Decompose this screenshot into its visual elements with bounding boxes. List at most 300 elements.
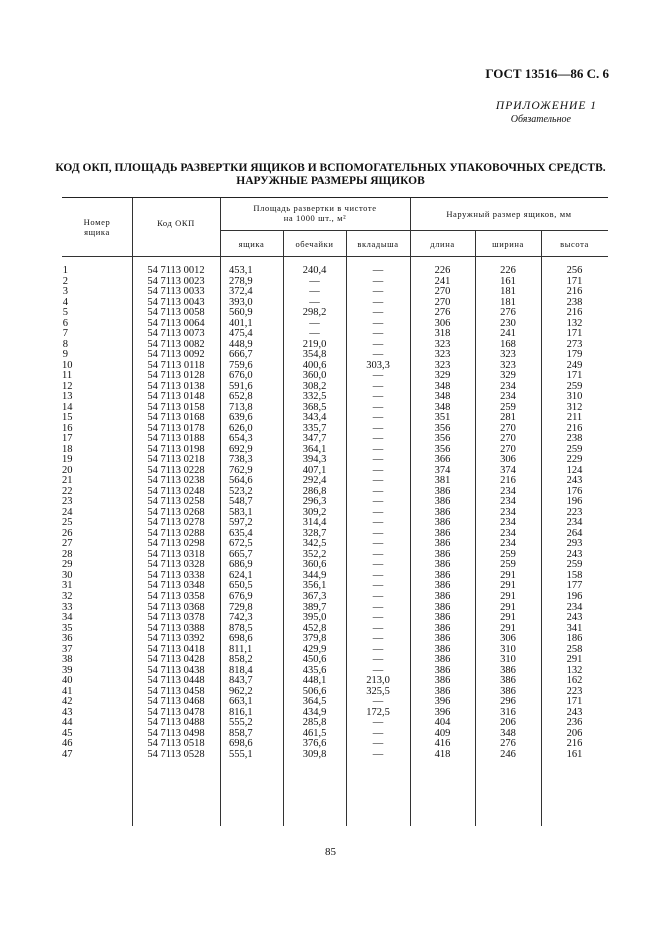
cell-area-shell: 352,2 — [302, 548, 327, 560]
cell-width: 234 — [500, 496, 516, 508]
cell-length: 351 — [434, 412, 451, 424]
table-row — [62, 571, 608, 582]
cell-area-insert: — — [372, 548, 384, 560]
cell-height: 258 — [566, 643, 583, 655]
cell-height: 177 — [566, 580, 583, 592]
cell-width: 316 — [500, 706, 516, 718]
table-row — [62, 603, 608, 614]
cell-area-insert: — — [372, 517, 384, 529]
cell-area-insert: — — [372, 538, 384, 550]
cell-height: 259 — [566, 380, 583, 392]
cell-area-shell: 360,0 — [302, 370, 327, 382]
table-row — [62, 350, 608, 361]
cell-length: 386 — [434, 485, 451, 497]
cell-length: 348 — [434, 391, 451, 403]
cell-length: 356 — [434, 422, 451, 434]
cell-area-shell: 368,5 — [302, 401, 327, 413]
cell-number: 46 — [62, 738, 73, 750]
table-row — [62, 739, 608, 750]
table-row — [62, 592, 608, 603]
cell-okp-code: 54 7113 0348 — [147, 580, 205, 592]
cell-area-shell: 434,9 — [302, 706, 327, 718]
cell-length: 386 — [434, 496, 451, 508]
cell-okp-code: 54 7113 0328 — [147, 559, 205, 571]
cell-width: 276 — [500, 738, 516, 750]
cell-area-insert: — — [372, 664, 384, 676]
cell-length: 386 — [434, 622, 451, 634]
cell-okp-code: 54 7113 0478 — [147, 706, 205, 718]
cell-okp-code: 54 7113 0158 — [147, 401, 205, 413]
table-row — [62, 371, 608, 382]
cell-area-shell: 343,4 — [302, 412, 327, 424]
cell-height: 259 — [566, 443, 583, 455]
cell-number: 13 — [62, 391, 73, 403]
cell-height: 223 — [566, 506, 583, 518]
cell-area-box: 591,6 — [229, 380, 253, 392]
cell-number: 45 — [62, 727, 73, 739]
cell-okp-code: 54 7113 0392 — [147, 633, 205, 645]
table-row — [62, 581, 608, 592]
cell-area-insert: — — [372, 422, 384, 434]
doc-code: ГОСТ 13516—86 С. 6 — [485, 66, 609, 81]
cell-height: 259 — [566, 559, 583, 571]
cell-number: 4 — [62, 296, 68, 308]
table-row — [62, 392, 608, 403]
cell-area-insert: — — [372, 580, 384, 592]
cell-okp-code: 54 7113 0388 — [147, 622, 205, 634]
cell-area-insert: — — [372, 506, 384, 518]
cell-number: 29 — [62, 559, 73, 571]
table-row — [62, 319, 608, 330]
cell-area-box: 448,9 — [229, 338, 253, 350]
cell-area-box: 818,4 — [229, 664, 253, 676]
cell-length: 323 — [434, 349, 451, 361]
cell-height: 243 — [566, 612, 583, 624]
cell-length: 386 — [434, 548, 451, 560]
table-row — [62, 634, 608, 645]
cell-length: 386 — [434, 612, 451, 624]
cell-number: 41 — [62, 685, 73, 697]
cell-area-insert: — — [372, 464, 384, 476]
cell-area-box: 523,2 — [229, 485, 253, 497]
header-area-group — [220, 203, 410, 223]
cell-area-insert: — — [372, 727, 384, 739]
cell-okp-code: 54 7113 0188 — [147, 433, 205, 445]
header-area-insert: вкладыша — [357, 239, 399, 249]
cell-width: 234 — [500, 527, 516, 539]
cell-width: 291 — [500, 612, 516, 624]
cell-length: 366 — [434, 454, 451, 466]
cell-area-insert: — — [372, 275, 384, 287]
cell-length: 386 — [434, 527, 451, 539]
cell-number: 34 — [62, 612, 73, 624]
cell-area-box: 666,7 — [229, 349, 253, 361]
cell-number: 3 — [62, 286, 68, 298]
cell-height: 249 — [566, 359, 583, 371]
cell-area-shell: 219,0 — [302, 338, 327, 350]
cell-length: 226 — [434, 265, 451, 276]
cell-area-box: 650,5 — [229, 580, 253, 592]
cell-area-insert: — — [372, 286, 384, 298]
cell-area-box: 372,4 — [229, 286, 253, 298]
cell-height: 234 — [566, 601, 583, 613]
cell-okp-code: 54 7113 0458 — [147, 685, 205, 697]
cell-area-box: 858,7 — [229, 727, 253, 739]
cell-width: 386 — [500, 675, 516, 687]
cell-area-box: 663,1 — [229, 696, 253, 708]
table-row — [62, 687, 608, 698]
cell-number: 15 — [62, 412, 73, 424]
table-row — [62, 445, 608, 456]
cell-width: 234 — [500, 391, 516, 403]
cell-number: 47 — [62, 748, 73, 760]
cell-length: 348 — [434, 401, 451, 413]
cell-number: 1 — [62, 265, 68, 276]
cell-area-shell: 364,5 — [302, 696, 327, 708]
header-dim-height: высота — [560, 239, 589, 249]
cell-number: 44 — [62, 717, 73, 729]
cell-width: 246 — [500, 748, 516, 760]
cell-okp-code: 54 7113 0368 — [147, 601, 205, 613]
table-row — [62, 550, 608, 561]
cell-area-box: 698,6 — [229, 633, 253, 645]
cell-area-insert: — — [372, 349, 384, 361]
cell-area-shell: 240,4 — [302, 265, 327, 276]
header-col-no-line2: ящика — [84, 227, 110, 237]
cell-okp-code: 54 7113 0298 — [147, 538, 205, 550]
cell-width: 329 — [500, 370, 516, 382]
cell-width: 281 — [500, 412, 516, 424]
cell-width: 270 — [500, 422, 516, 434]
cell-length: 386 — [434, 569, 451, 581]
cell-height: 211 — [566, 412, 583, 424]
cell-length: 396 — [434, 696, 451, 708]
table-row — [62, 298, 608, 309]
cell-area-shell: 286,8 — [302, 485, 327, 497]
cell-area-box: 597,2 — [229, 517, 253, 529]
cell-area-shell: 309,8 — [302, 748, 327, 760]
cell-number: 24 — [62, 506, 73, 518]
cell-area-shell: 360,6 — [302, 559, 327, 571]
cell-height: 273 — [566, 338, 583, 350]
cell-length: 404 — [434, 717, 451, 729]
cell-area-shell: 379,8 — [302, 633, 327, 645]
cell-number: 20 — [62, 464, 73, 476]
cell-width: 323 — [500, 349, 516, 361]
cell-area-insert: — — [372, 370, 384, 382]
cell-number: 35 — [62, 622, 73, 634]
table-row — [62, 624, 608, 635]
cell-width: 270 — [500, 433, 516, 445]
appendix-label: ПРИЛОЖЕНИЕ 1 — [495, 100, 597, 112]
table-row — [62, 340, 608, 351]
cell-area-shell: 285,8 — [302, 717, 327, 729]
cell-area-insert: — — [372, 601, 384, 613]
cell-length: 386 — [434, 601, 451, 613]
cell-height: 132 — [566, 664, 583, 676]
cell-area-insert: — — [372, 454, 384, 466]
cell-okp-code: 54 7113 0278 — [147, 517, 205, 529]
table-row — [62, 729, 608, 740]
cell-area-insert: — — [372, 338, 384, 350]
cell-height: 171 — [566, 328, 583, 340]
cell-area-shell: — — [309, 317, 320, 329]
cell-area-box: 555,2 — [229, 717, 253, 729]
cell-length: 323 — [434, 359, 451, 371]
cell-number: 26 — [62, 527, 73, 539]
cell-height: 243 — [566, 706, 583, 718]
cell-length: 386 — [434, 664, 451, 676]
cell-okp-code: 54 7113 0238 — [147, 475, 205, 487]
cell-area-shell: 332,5 — [302, 391, 327, 403]
cell-length: 386 — [434, 506, 451, 518]
cell-area-insert: — — [372, 412, 384, 424]
cell-height: 264 — [566, 527, 583, 539]
cell-area-box: 686,9 — [229, 559, 253, 571]
table-row — [62, 361, 608, 372]
cell-number: 40 — [62, 675, 73, 687]
cell-number: 9 — [62, 349, 68, 361]
cell-area-shell: 400,6 — [302, 359, 327, 371]
cell-number: 39 — [62, 664, 73, 676]
cell-length: 318 — [434, 328, 451, 340]
cell-height: 162 — [566, 675, 583, 687]
cell-area-box: 278,9 — [229, 275, 253, 287]
cell-okp-code: 54 7113 0198 — [147, 443, 205, 455]
cell-number: 5 — [62, 307, 68, 319]
cell-area-insert: — — [372, 748, 384, 760]
cell-area-shell: 448,1 — [302, 675, 327, 687]
table-row — [62, 666, 608, 677]
cell-length: 416 — [434, 738, 451, 750]
cell-number: 37 — [62, 643, 73, 655]
mandatory-label: Обязательное — [510, 114, 571, 125]
cell-width: 276 — [500, 307, 516, 319]
cell-okp-code: 54 7113 0488 — [147, 717, 205, 729]
cell-height: 171 — [566, 275, 583, 287]
cell-width: 259 — [500, 559, 516, 571]
cell-area-box: 738,3 — [229, 454, 253, 466]
cell-area-box: 555,1 — [229, 748, 253, 760]
cell-height: 229 — [566, 454, 583, 466]
cell-height: 196 — [566, 590, 583, 602]
cell-area-box: 654,3 — [229, 433, 253, 445]
cell-okp-code: 54 7113 0528 — [147, 748, 205, 760]
cell-width: 230 — [500, 317, 516, 329]
cell-okp-code: 54 7113 0468 — [147, 696, 205, 708]
cell-area-box: 729,8 — [229, 601, 253, 613]
cell-area-box: 548,7 — [229, 496, 253, 508]
cell-area-insert: — — [372, 559, 384, 571]
table-row — [62, 750, 608, 761]
cell-height: 238 — [566, 296, 583, 308]
cell-area-box: 713,8 — [229, 401, 253, 413]
header-area-line1: Площадь развертки в чистоте — [253, 203, 377, 213]
cell-width: 181 — [500, 296, 516, 308]
cell-area-shell: — — [309, 328, 320, 340]
header-area-line2: на 1000 шт., м² — [283, 213, 347, 223]
cell-number: 17 — [62, 433, 73, 445]
cell-length: 323 — [434, 338, 451, 350]
cell-okp-code: 54 7113 0358 — [147, 590, 205, 602]
cell-width: 216 — [500, 475, 516, 487]
cell-area-shell: 344,9 — [302, 569, 327, 581]
cell-area-box: 624,1 — [229, 569, 253, 581]
cell-area-shell: — — [309, 286, 320, 298]
cell-area-shell: 298,2 — [302, 307, 327, 319]
table-row — [62, 508, 608, 519]
table-row — [62, 697, 608, 708]
cell-okp-code: 54 7113 0148 — [147, 391, 205, 403]
cell-width: 348 — [500, 727, 516, 739]
cell-okp-code: 54 7113 0338 — [147, 569, 205, 581]
cell-area-shell: 364,1 — [302, 443, 327, 455]
cell-length: 329 — [434, 370, 451, 382]
cell-height: 243 — [566, 548, 583, 560]
cell-width: 306 — [500, 454, 516, 466]
cell-width: 310 — [500, 643, 516, 655]
cell-area-box: 626,0 — [229, 422, 253, 434]
cell-number: 12 — [62, 380, 73, 392]
cell-height: 206 — [566, 727, 583, 739]
cell-width: 291 — [500, 601, 516, 613]
cell-area-box: 453,1 — [229, 265, 253, 276]
cell-area-shell: 335,7 — [302, 422, 327, 434]
cell-area-box: 672,5 — [229, 538, 253, 550]
cell-width: 241 — [500, 328, 516, 340]
cell-area-shell: 389,7 — [302, 601, 327, 613]
page-title — [50, 162, 611, 188]
table-row — [62, 676, 608, 687]
header-rule-sub-dims — [410, 230, 608, 231]
cell-height: 234 — [566, 517, 583, 529]
page-number: 85 — [325, 846, 336, 858]
cell-area-insert: — — [372, 633, 384, 645]
table-row — [62, 424, 608, 435]
cell-area-insert: 213,0 — [366, 675, 390, 687]
cell-width: 270 — [500, 443, 516, 455]
cell-width: 234 — [500, 506, 516, 518]
cell-okp-code: 54 7113 0378 — [147, 612, 205, 624]
cell-number: 38 — [62, 654, 73, 666]
cell-width: 206 — [500, 717, 516, 729]
cell-height: 310 — [566, 391, 583, 403]
cell-okp-code: 54 7113 0058 — [147, 307, 205, 319]
cell-area-box: 762,9 — [229, 464, 253, 476]
cell-length: 396 — [434, 706, 451, 718]
cell-width: 291 — [500, 622, 516, 634]
cell-length: 386 — [434, 590, 451, 602]
cell-area-insert: — — [372, 317, 384, 329]
cell-height: 291 — [566, 654, 583, 666]
cell-number: 16 — [62, 422, 73, 434]
table-row — [62, 718, 608, 729]
data-table — [62, 266, 608, 760]
cell-area-insert: — — [372, 265, 384, 276]
cell-area-insert: — — [372, 485, 384, 497]
header-rule-top — [62, 197, 608, 198]
cell-area-insert: — — [372, 654, 384, 666]
cell-okp-code: 54 7113 0428 — [147, 654, 205, 666]
table-body — [62, 266, 608, 760]
cell-width: 168 — [500, 338, 516, 350]
cell-okp-code: 54 7113 0023 — [147, 275, 205, 287]
cell-height: 132 — [566, 317, 583, 329]
cell-area-box: 698,6 — [229, 738, 253, 750]
table-row — [62, 708, 608, 719]
cell-height: 179 — [566, 349, 583, 361]
cell-area-insert: — — [372, 391, 384, 403]
cell-width: 296 — [500, 696, 516, 708]
cell-height: 216 — [566, 422, 583, 434]
cell-area-box: 665,7 — [229, 548, 253, 560]
cell-length: 386 — [434, 685, 451, 697]
cell-area-insert: — — [372, 475, 384, 487]
cell-area-shell: 314,4 — [302, 517, 327, 529]
cell-number: 32 — [62, 590, 73, 602]
cell-height: 341 — [566, 622, 583, 634]
cell-height: 223 — [566, 685, 583, 697]
cell-number: 22 — [62, 485, 73, 497]
cell-okp-code: 54 7113 0073 — [147, 328, 205, 340]
cell-area-insert: — — [372, 622, 384, 634]
cell-length: 386 — [434, 643, 451, 655]
cell-width: 161 — [500, 275, 516, 287]
cell-height: 236 — [566, 717, 583, 729]
table-row — [62, 308, 608, 319]
table-row — [62, 539, 608, 550]
header-rule-sub-area — [220, 230, 410, 231]
cell-length: 348 — [434, 380, 451, 392]
cell-okp-code: 54 7113 0268 — [147, 506, 205, 518]
table-row — [62, 487, 608, 498]
cell-number: 42 — [62, 696, 73, 708]
cell-okp-code: 54 7113 0318 — [147, 548, 205, 560]
cell-okp-code: 54 7113 0518 — [147, 738, 205, 750]
cell-length: 356 — [434, 443, 451, 455]
cell-area-insert: — — [372, 328, 384, 340]
cell-area-insert: — — [372, 569, 384, 581]
cell-okp-code: 54 7113 0498 — [147, 727, 205, 739]
cell-area-box: 639,6 — [229, 412, 253, 424]
cell-okp-code: 54 7113 0064 — [147, 317, 205, 329]
header-col-no-line1: Номер — [83, 217, 111, 227]
cell-number: 23 — [62, 496, 73, 508]
cell-length: 306 — [434, 317, 451, 329]
cell-okp-code: 54 7113 0178 — [147, 422, 205, 434]
cell-number: 36 — [62, 633, 73, 645]
cell-number: 30 — [62, 569, 73, 581]
cell-number: 10 — [62, 359, 73, 371]
cell-area-insert: — — [372, 296, 384, 308]
cell-length: 386 — [434, 633, 451, 645]
cell-width: 310 — [500, 654, 516, 666]
cell-area-insert: — — [372, 696, 384, 708]
table-row — [62, 403, 608, 414]
cell-area-shell: 452,8 — [302, 622, 327, 634]
cell-okp-code: 54 7113 0118 — [147, 359, 205, 371]
cell-area-box: 583,1 — [229, 506, 253, 518]
cell-height: 196 — [566, 496, 583, 508]
cell-area-shell: 450,6 — [302, 654, 327, 666]
cell-height: 176 — [566, 485, 583, 497]
cell-okp-code: 54 7113 0168 — [147, 412, 205, 424]
cell-number: 31 — [62, 580, 73, 592]
cell-area-box: 635,4 — [229, 527, 253, 539]
cell-length: 270 — [434, 286, 451, 298]
cell-area-shell: 461,5 — [302, 727, 327, 739]
cell-area-box: 692,9 — [229, 443, 253, 455]
